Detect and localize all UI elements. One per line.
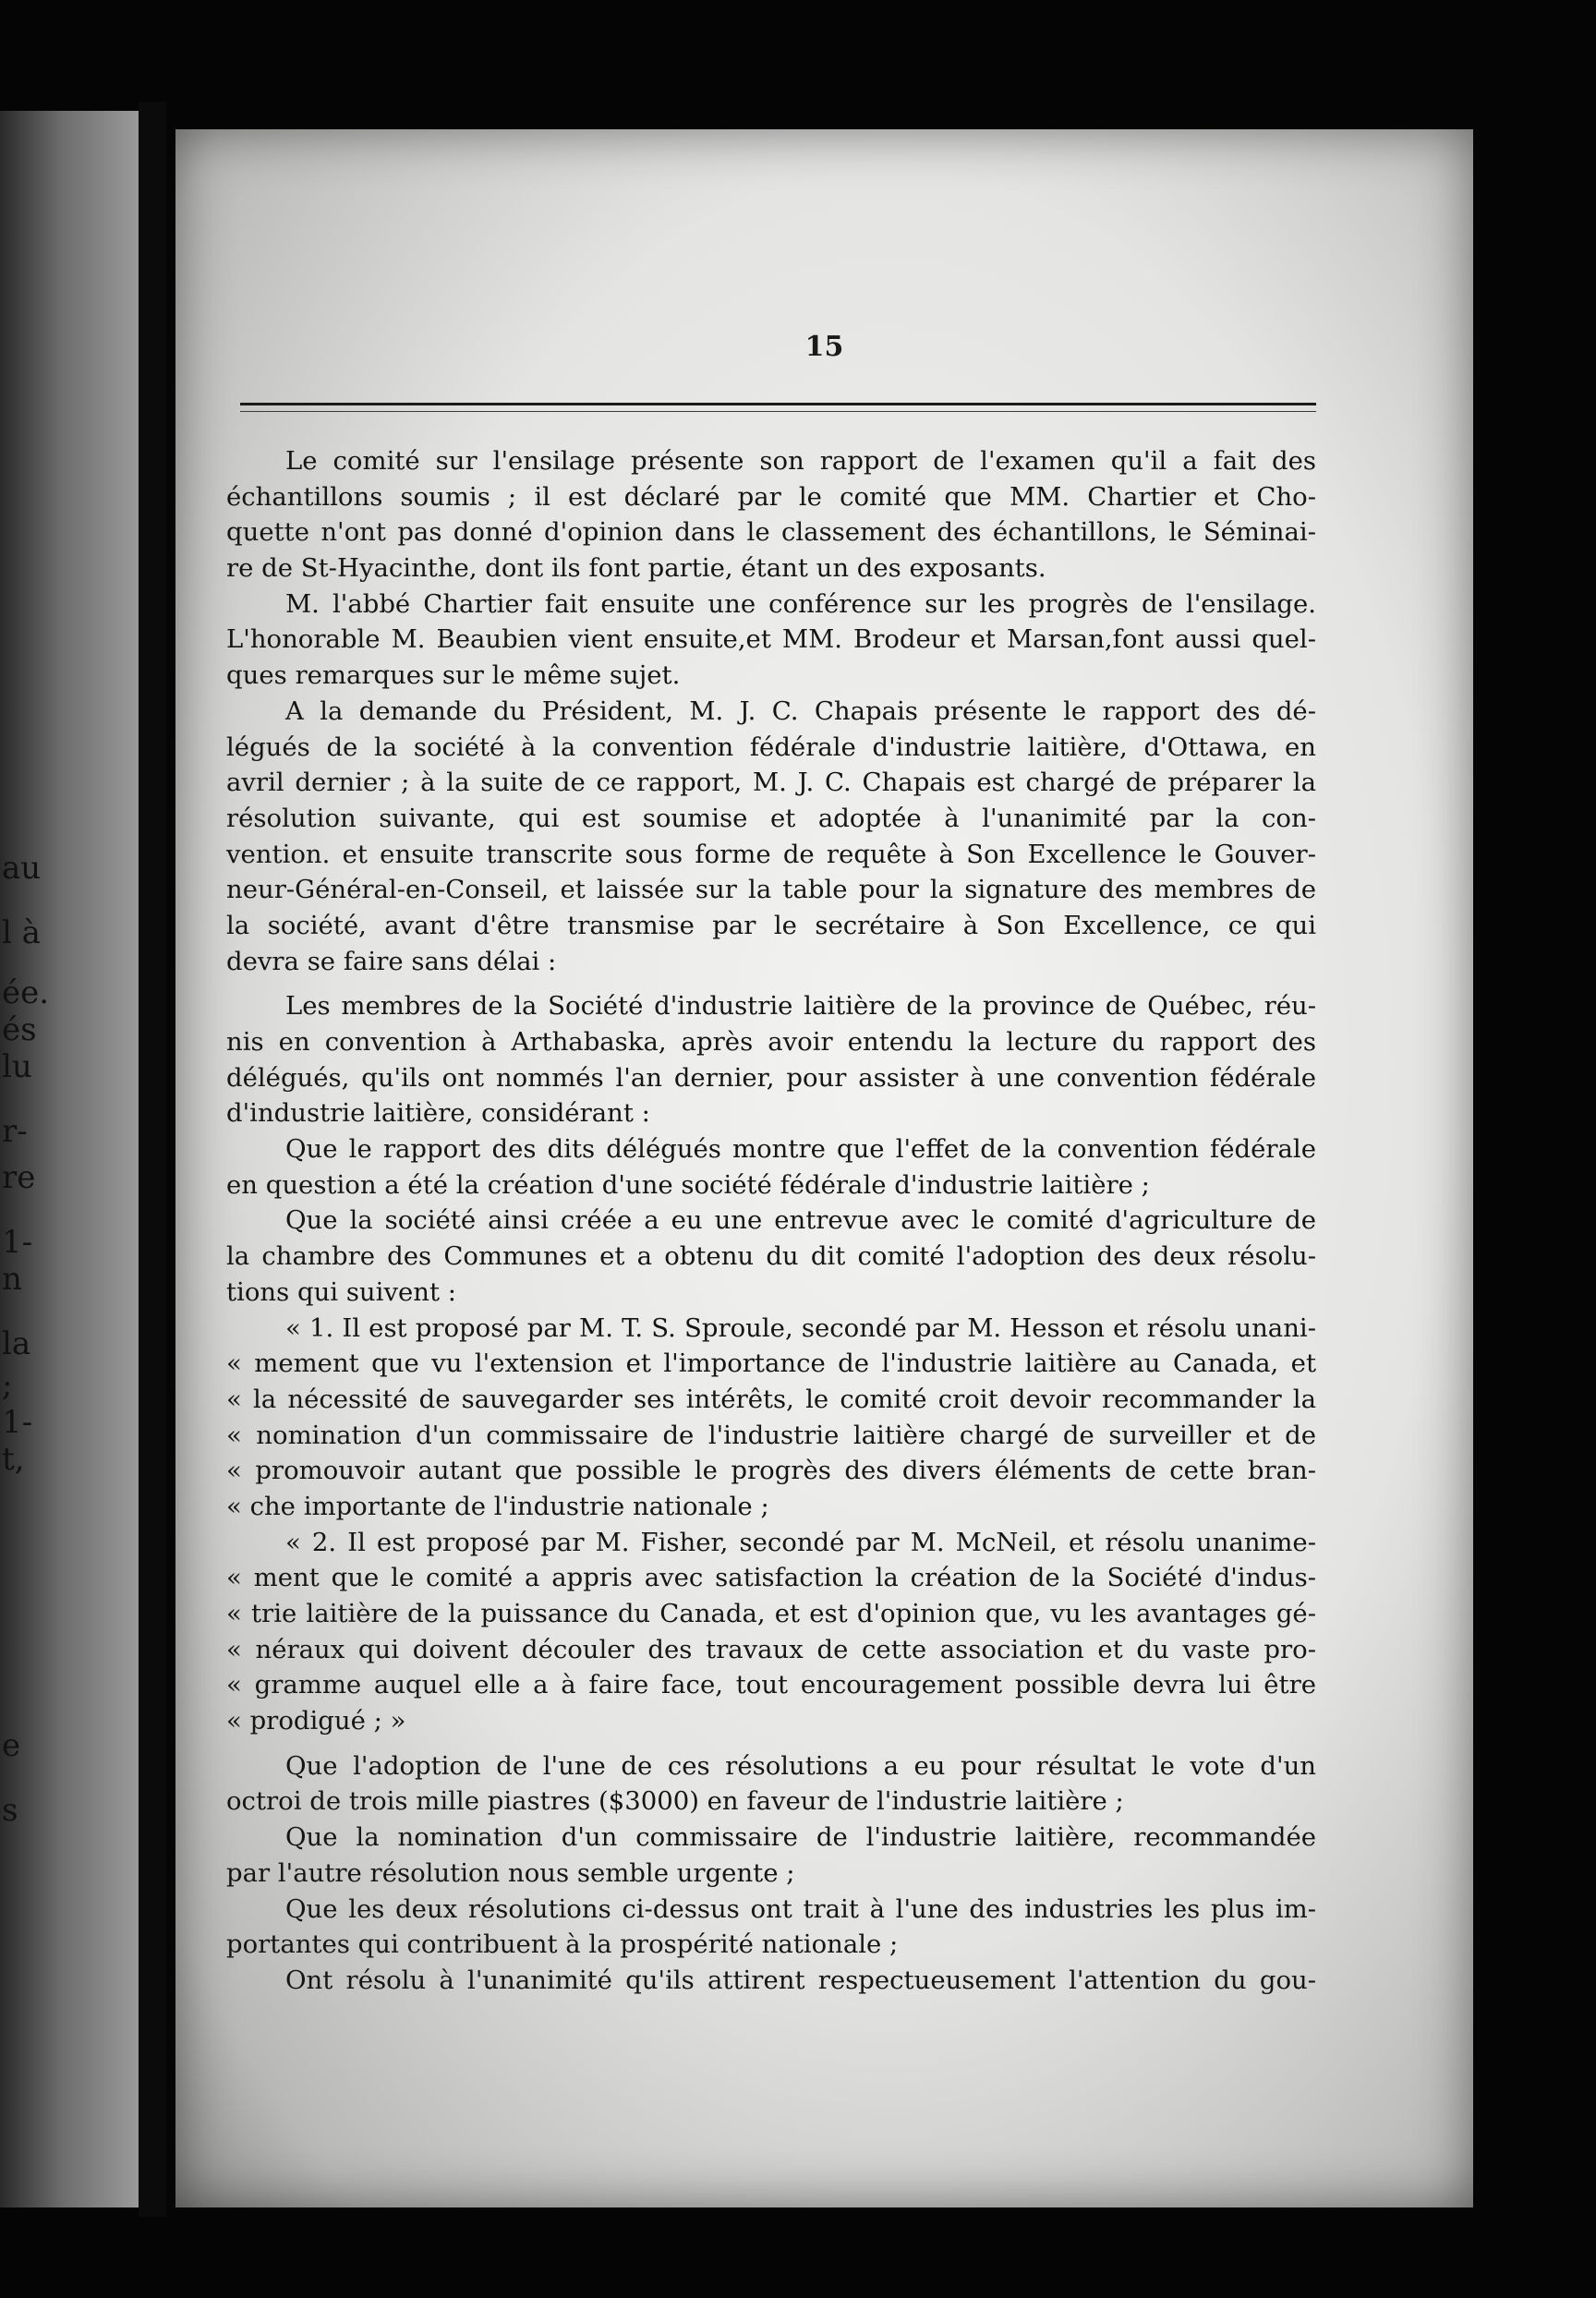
text-line: nis en convention à Arthabaska, après avoir entendu la lecture du rapport des bbox=[226, 1027, 1316, 1057]
text-line: A la demande du Président, M. J. C. Chapais présente le rapport des dé- bbox=[285, 695, 1316, 726]
left-page-fragment: és bbox=[2, 1011, 37, 1048]
text-line: M. l'abbé Chartier fait ensuite une conférence sur les progrès de l'ensilage. bbox=[285, 588, 1316, 619]
text-line: Que la société ainsi créée a eu une entrevue avec le comité d'agriculture de bbox=[285, 1205, 1316, 1236]
text-line: re de St-Hyacinthe, dont ils font partie, étant un des exposants. bbox=[226, 553, 1046, 584]
left-page-fragment: ée. bbox=[2, 974, 50, 1011]
text-line: neur-Général-en-Conseil, et laissée sur la table pour la signature des membres de bbox=[226, 875, 1316, 905]
left-page-fragment: au bbox=[2, 850, 42, 887]
page-gutter bbox=[139, 102, 166, 2217]
text-line: délégués, qu'ils ont nommés l'an dernier, pour assister à une convention fédérale bbox=[226, 1062, 1316, 1093]
body-text bbox=[226, 443, 1316, 1999]
text-line: résolution suivante, qui est soumise et adoptée à l'unanimité par la con- bbox=[226, 803, 1316, 833]
text-line: ques remarques sur le même sujet. bbox=[226, 660, 681, 691]
text-line: « mement que vu l'extension et l'importance de l'industrie laitière au Canada, et bbox=[226, 1349, 1316, 1379]
text-line: légués de la société à la convention fédérale d'industrie laitière, d'Ottawa, en bbox=[226, 732, 1316, 762]
text-line: « néraux qui doivent découler des travaux de cette association et du vaste pro- bbox=[226, 1634, 1316, 1664]
text-line: « promouvoir autant que possible le progrès des divers éléments de cette bran- bbox=[226, 1456, 1316, 1486]
text-line: la société, avant d'être transmise par le secrétaire à Son Excellence, ce qui bbox=[226, 910, 1316, 940]
left-page-fragment: t, bbox=[2, 1441, 25, 1478]
header-rule-thin bbox=[240, 411, 1316, 412]
text-line: octroi de trois mille piastres ($3000) en faveur de l'industrie laitière ; bbox=[226, 1786, 1124, 1817]
text-line: « che importante de l'industrie nationale ; bbox=[226, 1491, 769, 1521]
text-line: « prodigué ; » bbox=[226, 1706, 406, 1736]
text-line: Les membres de la Société d'industrie laitière de la province de Québec, réu- bbox=[285, 991, 1316, 1022]
text-line: la chambre des Communes et a obtenu du dit comité l'adoption des deux résolu- bbox=[226, 1241, 1316, 1272]
left-page-fragment: l à bbox=[2, 914, 41, 951]
text-line: échantillons soumis ; il est déclaré par le comité que MM. Chartier et Cho- bbox=[226, 481, 1316, 512]
text-line: « nomination d'un commissaire de l'industrie laitière chargé de surveiller et de bbox=[226, 1420, 1316, 1450]
text-line: Le comité sur l'ensilage présente son rapport de l'examen qu'il a fait des bbox=[285, 446, 1316, 476]
text-line: quette n'ont pas donné d'opinion dans le classement des échantillons, le Séminai- bbox=[226, 517, 1316, 548]
document-page bbox=[175, 129, 1473, 2207]
text-line: « gramme auquel elle a à faire face, tout encouragement possible devra lui être bbox=[226, 1670, 1316, 1700]
left-page-fragment: s bbox=[2, 1792, 18, 1829]
page-number: 15 bbox=[804, 331, 844, 363]
text-line: en question a été la création d'une société fédérale d'industrie laitière ; bbox=[226, 1169, 1150, 1200]
text-line: Que la nomination d'un commissaire de l'industrie laitière, recommandée bbox=[285, 1822, 1316, 1853]
text-line: « trie laitière de la puissance du Canada, et est d'opinion que, vu les avantages gé- bbox=[226, 1599, 1316, 1628]
left-page-fragment: lu bbox=[2, 1048, 32, 1085]
text-line: Que l'adoption de l'une de ces résolutions a eu pour résultat le vote d'un bbox=[285, 1750, 1316, 1781]
text-line: « 2. Il est proposé par M. Fisher, secondé par M. McNeil, et résolu unanime- bbox=[285, 1527, 1316, 1557]
text-line: « 1. Il est proposé par M. T. S. Sproule, secondé par M. Hesson et résolu unani- bbox=[285, 1312, 1316, 1343]
text-line: L'honorable M. Beaubien vient ensuite,et MM. Brodeur et Marsan,font aussi quel- bbox=[226, 624, 1316, 655]
text-line: Que les deux résolutions ci-dessus ont trait à l'une des industries les plus im- bbox=[285, 1893, 1316, 1924]
text-line: par l'autre résolution nous semble urgente ; bbox=[226, 1857, 795, 1888]
left-page-fragment: n bbox=[2, 1261, 22, 1298]
text-line: vention. et ensuite transcrite sous forme de requête à Son Excellence le Gouver- bbox=[226, 839, 1316, 869]
left-page-fragment: 1- bbox=[2, 1404, 33, 1441]
text-line: portantes qui contribuent à la prospérité nationale ; bbox=[226, 1929, 899, 1960]
text-line: tions qui suivent : bbox=[226, 1276, 457, 1307]
left-page-fragment: e bbox=[2, 1727, 21, 1764]
text-line: « la nécessité de sauvegarder ses intérêts, le comité croit devoir recommander la bbox=[226, 1384, 1316, 1414]
header-rule bbox=[240, 403, 1316, 405]
left-page-fragment: re bbox=[2, 1159, 36, 1196]
text-line: « ment que le comité a appris avec satisfaction la création de la Société d'indus- bbox=[226, 1563, 1316, 1593]
text-line: Que le rapport des dits délégués montre que l'effet de la convention fédérale bbox=[285, 1134, 1316, 1165]
left-page-fragment: r- bbox=[2, 1113, 28, 1150]
left-page-strip bbox=[0, 111, 139, 2207]
text-line: avril dernier ; à la suite de ce rapport, M. J. C. Chapais est chargé de préparer la bbox=[226, 768, 1316, 798]
left-page-fragment: ; bbox=[2, 1367, 13, 1404]
text-line: devra se faire sans délai : bbox=[226, 946, 557, 976]
text-line: d'industrie laitière, considérant : bbox=[226, 1098, 650, 1129]
left-page-fragment: 1- bbox=[2, 1224, 33, 1261]
text-line: Ont résolu à l'unanimité qu'ils attirent respectueusement l'attention du gou- bbox=[285, 1965, 1316, 1995]
left-page-fragment: la bbox=[2, 1325, 31, 1362]
